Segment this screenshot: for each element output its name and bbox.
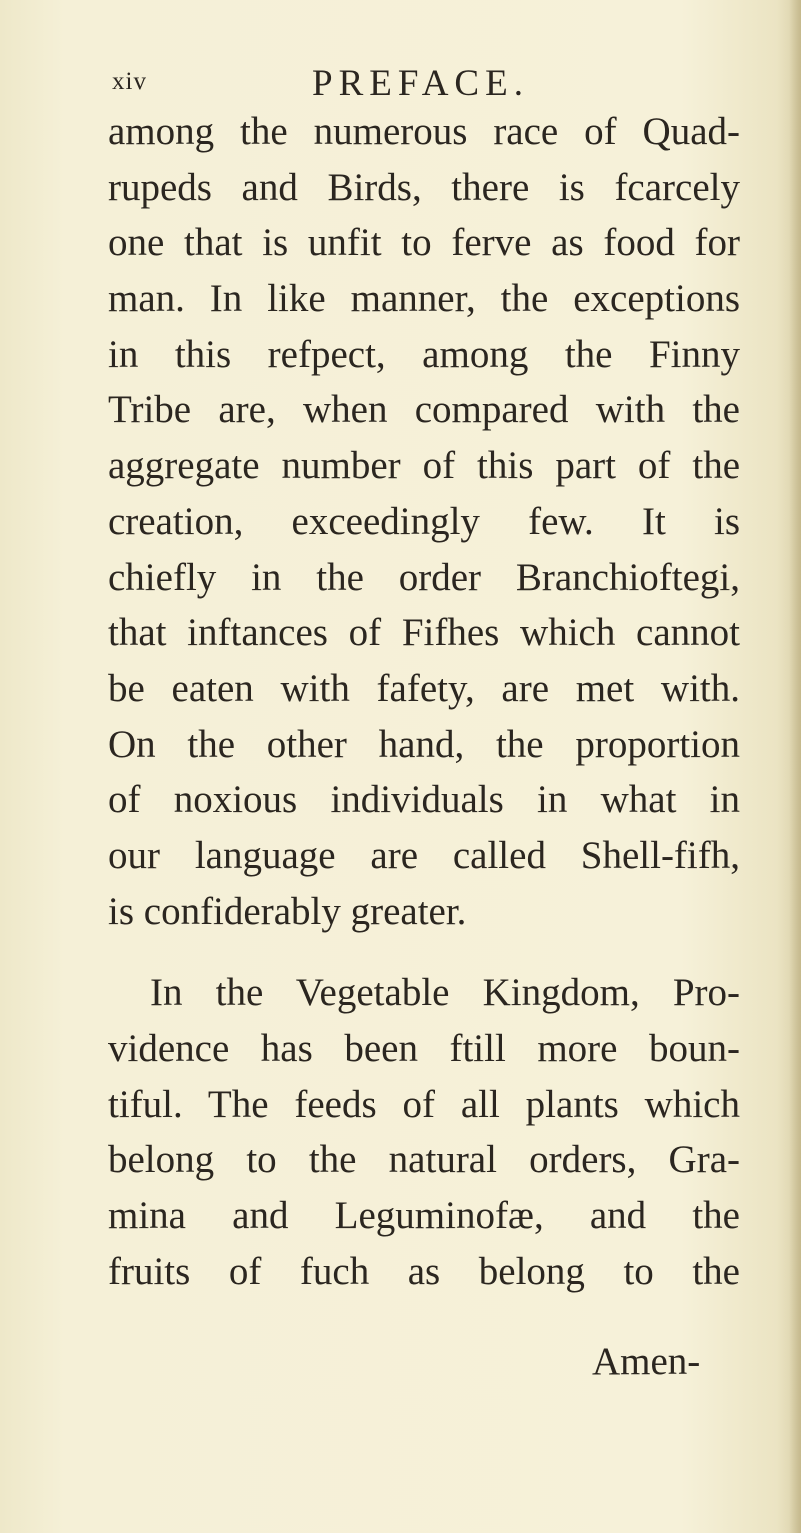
text-line: aggregate number of this part of the xyxy=(108,444,740,488)
text-line: chiefly in the order Branchioftegi, xyxy=(108,555,740,599)
text-line: one that is unfit to ferve as food for xyxy=(108,221,740,265)
text-line: of noxious individuals in what in xyxy=(108,778,740,822)
text-line: is confiderably greater. xyxy=(108,889,467,933)
text-line: among the numerous race of Quad- xyxy=(108,110,740,153)
body-text xyxy=(108,104,740,1299)
text-line: On the other hand, the proportion xyxy=(108,722,740,766)
text-line: creation, exceedingly few. It is xyxy=(108,499,740,543)
text-line: belong to the natural orders, Gra- xyxy=(108,1138,740,1182)
page-edge-shadow xyxy=(789,0,801,1533)
text-line: vidence has been ftill more boun- xyxy=(108,1027,740,1070)
text-line: man. In like manner, the exceptions xyxy=(108,277,740,321)
text-line: In the Vegetable Kingdom, Pro- xyxy=(150,971,740,1015)
paragraph-1 xyxy=(108,104,740,939)
text-line: Tribe are, when compared with the xyxy=(108,388,740,432)
text-line: that inftances of Fifhes which cannot xyxy=(108,611,740,655)
text-line: mina and Leguminofæ, and the xyxy=(108,1194,740,1238)
text-line: in this refpect, among the Finny xyxy=(108,332,740,376)
paragraph-gap xyxy=(108,939,740,965)
text-line: fruits of fuch as belong to the xyxy=(108,1249,740,1293)
text-line: be eaten with fafety, are met with. xyxy=(108,666,740,710)
catchword: Amen- xyxy=(592,1340,701,1383)
text-line: our language are called Shell-fifh, xyxy=(108,833,740,877)
paragraph-2 xyxy=(108,965,740,1299)
running-title: PREFACE. xyxy=(312,63,529,104)
text-line: rupeds and Birds, there is fcarcely xyxy=(108,165,740,209)
page-number: xiv xyxy=(112,68,147,95)
text-line: tiful. The feeds of all plants which xyxy=(108,1082,740,1126)
